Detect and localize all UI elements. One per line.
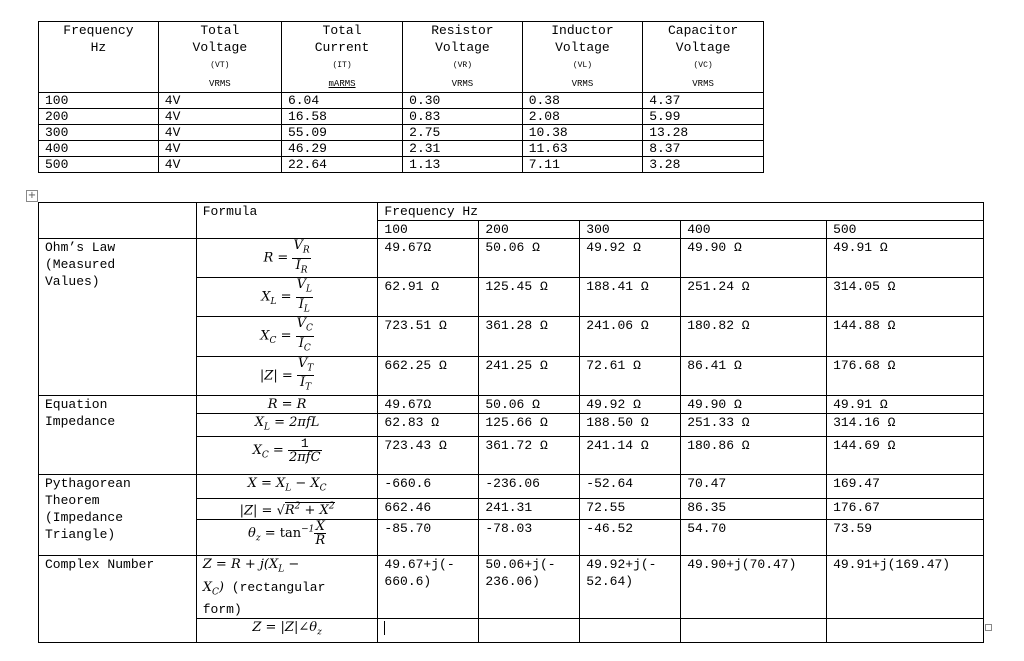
table-cell[interactable]: 46.29 [281, 141, 402, 157]
table-resize-handle-icon[interactable] [985, 624, 992, 631]
group-complex-number[interactable]: Complex Number [39, 556, 197, 643]
table-cell[interactable]: 8.37 [643, 141, 764, 157]
header-total-current[interactable]: Total Current (IT) mARMS [281, 22, 402, 93]
table-cell[interactable]: 662.25 Ω [378, 356, 479, 395]
header-inductor-voltage[interactable]: Inductor Voltage (VL) VRMS [522, 22, 643, 93]
table-cell[interactable]: 314.05 Ω [827, 278, 984, 317]
table-cell[interactable]: 49.67Ω [378, 239, 479, 278]
table-cell[interactable]: 200 [39, 109, 159, 125]
table-cell[interactable]: 86.35 [681, 498, 827, 519]
table-cell[interactable]: 50.06 Ω [479, 395, 580, 413]
frequency-header[interactable]: Frequency Hz [378, 203, 984, 221]
table-cell[interactable]: 49.91+j(169.47) [827, 556, 984, 619]
table-cell[interactable]: 72.61 Ω [580, 356, 681, 395]
table-cell[interactable]: 62.83 Ω [378, 413, 479, 437]
table-cell[interactable]: 723.51 Ω [378, 317, 479, 356]
table-cell[interactable]: 500 [39, 157, 159, 173]
measurements-header-row [39, 22, 764, 93]
table-cell[interactable]: 662.46 [378, 498, 479, 519]
table-cell[interactable]: 723.43 Ω [378, 437, 479, 475]
formula-theta-pyth[interactable]: $\theta_z = \tan^{-1}$ $\frac{X}{R}$ [196, 520, 378, 556]
table-cell[interactable]: -46.52 [580, 520, 681, 556]
header-resistor-voltage[interactable]: Resistor Voltage (VR) VRMS [403, 22, 523, 93]
table-cell[interactable]: -52.64 [580, 475, 681, 499]
formula-x-pyth[interactable]: $X = X_L - X_C$ [196, 475, 378, 499]
table-cell[interactable]: 49.92 Ω [580, 395, 681, 413]
table-cell[interactable]: 70.47 [681, 475, 827, 499]
table-cell[interactable]: 176.68 Ω [827, 356, 984, 395]
table-cell[interactable]: 55.09 [281, 125, 402, 141]
table-cell[interactable]: 0.83 [403, 109, 523, 125]
table-cell[interactable]: 7.11 [522, 157, 643, 173]
table-cell[interactable]: 1.13 [403, 157, 523, 173]
table-cell[interactable]: 4V [158, 141, 281, 157]
table-cell[interactable]: 0.30 [403, 93, 523, 109]
table-row [39, 141, 764, 157]
table-cell[interactable] [681, 619, 827, 643]
table-cell[interactable]: 49.90+j(70.47) [681, 556, 827, 619]
table-cell[interactable]: 54.70 [681, 520, 827, 556]
group-ohms-law[interactable]: Ohm’s Law (Measured Values) [39, 239, 197, 396]
formula-z-pyth[interactable]: $|Z| = √R^2 + X^2$ [196, 498, 378, 519]
calc-header-row [39, 203, 984, 221]
table-cell[interactable]: 72.55 [580, 498, 681, 519]
formula-z-polar[interactable]: $Z = |Z|\angle\theta_z$ [196, 619, 378, 643]
table-move-handle-icon[interactable]: + [27, 190, 37, 201]
table-row [39, 93, 764, 109]
table-cell[interactable]: 49.91 Ω [827, 239, 984, 278]
table-cell[interactable]: 16.58 [281, 109, 402, 125]
header-total-voltage[interactable]: Total Voltage (VT) VRMS [158, 22, 281, 93]
table-cell[interactable]: 100 [39, 93, 159, 109]
table-cell[interactable]: 241.06 Ω [580, 317, 681, 356]
table-cell[interactable]: 314.16 Ω [827, 413, 984, 437]
formula-xc-measured[interactable]: $X_C$ = $\frac{V_C}{I_C}$ [196, 317, 378, 356]
table-cell[interactable]: 50.06+j(- 236.06) [479, 556, 580, 619]
table-cell[interactable]: 6.04 [281, 93, 402, 109]
table-cell[interactable]: 180.86 Ω [681, 437, 827, 475]
table-cell[interactable] [479, 619, 580, 643]
table-row [39, 109, 764, 125]
table-cell[interactable]: 241.31 [479, 498, 580, 519]
table-cell[interactable]: 361.72 Ω [479, 437, 580, 475]
table-cell[interactable]: 169.47 [827, 475, 984, 499]
table-cell[interactable]: 49.90 Ω [681, 395, 827, 413]
table-cell[interactable]: 144.69 Ω [827, 437, 984, 475]
table-cell[interactable]: -78.03 [479, 520, 580, 556]
freq-400[interactable]: 400 [681, 221, 827, 239]
table-cell-active[interactable] [378, 619, 479, 643]
formula-r-measured[interactable]: R = $\frac{V_R}{I_R}$ [196, 239, 378, 278]
freq-300[interactable]: 300 [580, 221, 681, 239]
table-cell[interactable]: 13.28 [643, 125, 764, 141]
formula-r-equation[interactable]: R = R [196, 395, 378, 413]
table-cell[interactable]: 62.91 Ω [378, 278, 479, 317]
table-cell[interactable] [39, 203, 197, 239]
table-cell[interactable]: 180.82 Ω [681, 317, 827, 356]
table-row [39, 157, 764, 173]
table-cell[interactable]: 49.67Ω [378, 395, 479, 413]
table-cell[interactable]: 2.31 [403, 141, 523, 157]
freq-200[interactable]: 200 [479, 221, 580, 239]
text-cursor [384, 621, 385, 635]
table-cell[interactable]: -85.70 [378, 520, 479, 556]
table-cell[interactable]: 49.90 Ω [681, 239, 827, 278]
table-cell[interactable]: 251.33 Ω [681, 413, 827, 437]
table-cell[interactable]: 251.24 Ω [681, 278, 827, 317]
header-frequency[interactable]: Frequency Hz [39, 22, 159, 93]
table-cell[interactable]: 400 [39, 141, 159, 157]
table-cell[interactable] [580, 619, 681, 643]
table-cell[interactable]: 49.67+j(- 660.6) [378, 556, 479, 619]
formula-header[interactable]: Formula [196, 203, 378, 239]
table-cell[interactable]: 3.28 [643, 157, 764, 173]
table-row [39, 125, 764, 141]
group-pythagorean[interactable]: Pythagorean Theorem (Impedance Triangle) [39, 475, 197, 556]
table-cell[interactable]: 188.41 Ω [580, 278, 681, 317]
table-cell[interactable]: 4V [158, 93, 281, 109]
calculations-table [38, 202, 984, 643]
table-cell[interactable]: 4V [158, 157, 281, 173]
table-cell[interactable]: 5.99 [643, 109, 764, 125]
table-cell[interactable]: 49.92+j(- 52.64) [580, 556, 681, 619]
table-cell[interactable]: 125.66 Ω [479, 413, 580, 437]
table-cell[interactable]: 4.37 [643, 93, 764, 109]
table-cell[interactable]: 2.08 [522, 109, 643, 125]
table-row [39, 556, 984, 619]
table-cell[interactable]: 361.28 Ω [479, 317, 580, 356]
formula-z-rectangular[interactable]: $Z = R + j(X_L$ − $X_C$) (rectangular form) [196, 556, 378, 619]
table-cell[interactable]: 144.88 Ω [827, 317, 984, 356]
table-cell[interactable] [827, 619, 984, 643]
table-cell[interactable]: 176.67 [827, 498, 984, 519]
table-cell[interactable]: 86.41 Ω [681, 356, 827, 395]
measurements-table [38, 21, 764, 173]
table-cell[interactable]: 22.64 [281, 157, 402, 173]
header-capacitor-voltage[interactable]: Capacitor Voltage (VC) VRMS [643, 22, 764, 93]
table-cell[interactable]: 241.25 Ω [479, 356, 580, 395]
table-cell[interactable]: -236.06 [479, 475, 580, 499]
table-cell[interactable]: 11.63 [522, 141, 643, 157]
group-equation-impedance[interactable]: Equation Impedance [39, 395, 197, 475]
formula-xc-equation[interactable]: $X_C$ = $\frac{1}{\text{2πfC}}$ [196, 437, 378, 475]
table-cell[interactable]: 300 [39, 125, 159, 141]
table-cell[interactable]: 50.06 Ω [479, 239, 580, 278]
formula-xl-measured[interactable]: $X_L$ = $\frac{V_L}{I_L}$ [196, 278, 378, 317]
formula-xl-equation[interactable]: $X_L = 2\pi fL$ [196, 413, 378, 437]
freq-100[interactable]: 100 [378, 221, 479, 239]
formula-z-measured[interactable]: |Z| = $\frac{V_T}{I_T}$ [196, 356, 378, 395]
table-row [39, 239, 984, 278]
table-cell[interactable]: -660.6 [378, 475, 479, 499]
table-cell[interactable]: 49.91 Ω [827, 395, 984, 413]
table-row [39, 475, 984, 499]
table-cell[interactable]: 4V [158, 109, 281, 125]
table-cell[interactable]: 188.50 Ω [580, 413, 681, 437]
table-cell[interactable]: 241.14 Ω [580, 437, 681, 475]
table-cell[interactable]: 2.75 [403, 125, 523, 141]
table-cell[interactable]: 4V [158, 125, 281, 141]
table-row [39, 395, 984, 413]
table-cell[interactable]: 0.38 [522, 93, 643, 109]
table-cell[interactable]: 125.45 Ω [479, 278, 580, 317]
table-cell[interactable]: 49.92 Ω [580, 239, 681, 278]
table-cell[interactable]: 73.59 [827, 520, 984, 556]
freq-500[interactable]: 500 [827, 221, 984, 239]
table-cell[interactable]: 10.38 [522, 125, 643, 141]
